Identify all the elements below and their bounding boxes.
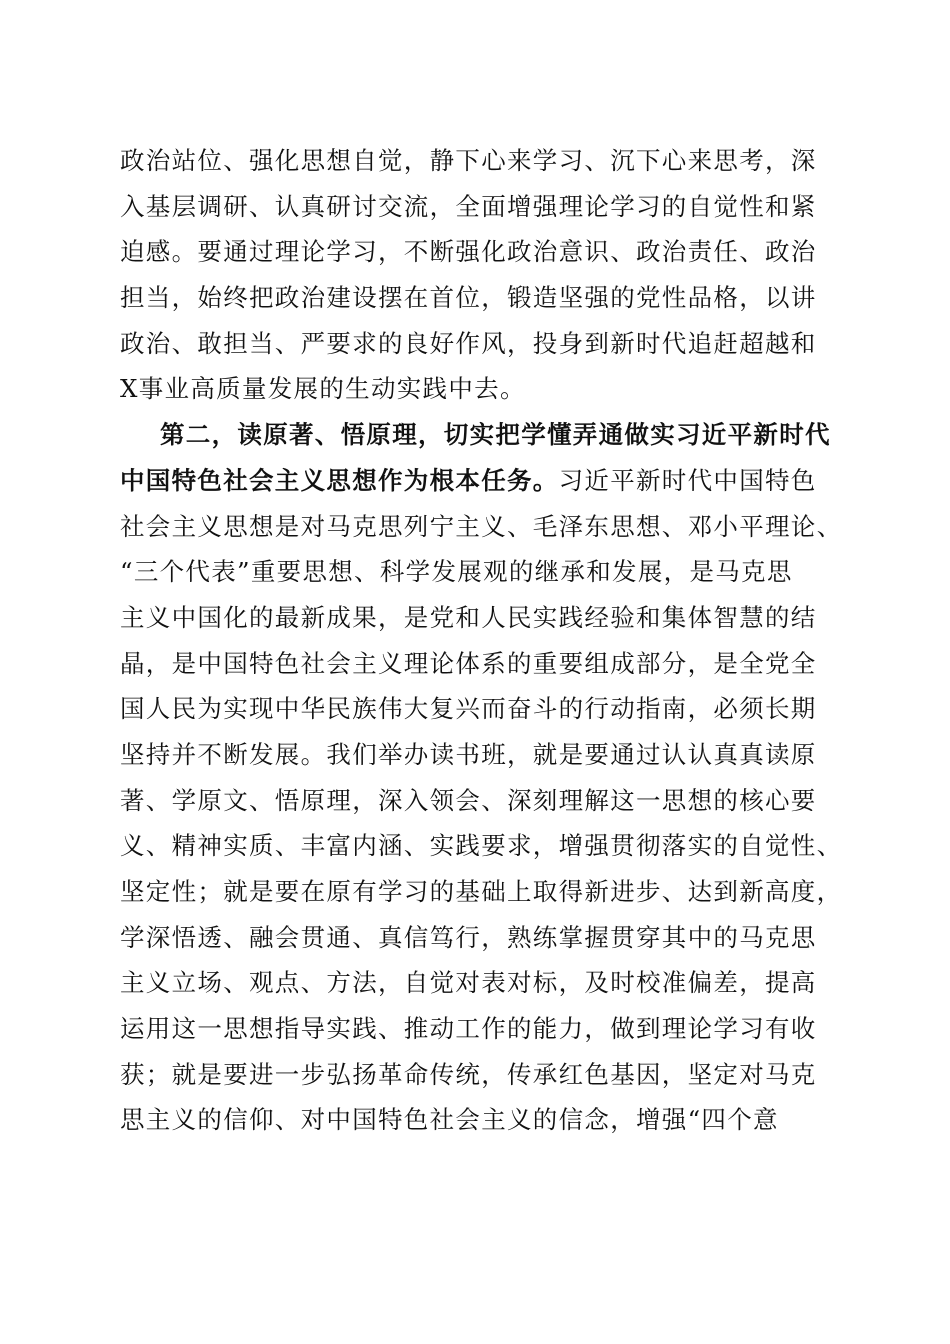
text-line: 思主义的信仰、对中国特色社会主义的信念，增强“四个意: [120, 1105, 779, 1135]
text-line: 担当，始终把政治建设摆在首位，锻造坚强的党性品格，以讲: [120, 283, 817, 313]
text-line: 运用这一思想指导实践、推动工作的能力，做到理论学习有收: [120, 1014, 817, 1044]
body-text: [120, 138, 843, 1143]
text-line: 义、精神实质、丰富内涵、实践要求，增强贯彻落实的自觉性、: [120, 831, 843, 861]
text-line: 国人民为实现中华民族伟大复兴而奋斗的行动指南，必须长期: [120, 694, 817, 724]
text-line: [120, 458, 830, 504]
text-line: X事业高质量发展的生动实践中去。: [120, 374, 526, 404]
text-line: 著、学原文、悟原理，深入领会、深刻理解这一思想的核心要: [120, 785, 817, 815]
text-line: 入基层调研、认真研讨交流，全面增强理论学习的自觉性和紧: [120, 191, 817, 221]
text-line: 政治站位、强化思想自觉，静下心来学习、沉下心来思考，深: [120, 146, 817, 175]
text-segment: 习近平新时代中国特色: [558, 465, 817, 495]
section-heading-end: 中国特色社会主义思想作为根本任务。: [120, 465, 559, 495]
text-line: 主义立场、观点、方法，自觉对表对标，及时校准偏差，提高: [120, 968, 817, 998]
section-heading-line: 第二，读原著、悟原理，切实把学懂弄通做实习近平新时代: [160, 420, 831, 450]
text-line: 晶，是中国特色社会主义理论体系的重要组成部分，是全党全: [120, 648, 817, 678]
text-line: 获；就是要进一步弘扬革命传统，传承红色基因，坚定对马克: [120, 1059, 817, 1089]
text-line: 主义中国化的最新成果，是党和人民实践经验和集体智慧的结: [120, 602, 817, 632]
text-line: 迫感。要通过理论学习，不断强化政治意识、政治责任、政治: [120, 237, 817, 267]
text-line: 坚定性；就是要在原有学习的基础上取得新进步、达到新高度，: [120, 877, 843, 906]
text-line: 政治、敢担当、严要求的良好作风，投身到新时代追赶超越和: [120, 328, 817, 358]
text-line: 社会主义思想是对马克思列宁主义、毛泽东思想、邓小平理论、: [120, 511, 843, 541]
text-line: 坚持并不断发展。我们举办读书班，就是要通过认认真真读原: [120, 739, 817, 769]
text-line: “三个代表”重要思想、科学发展观的继承和发展，是马克思: [120, 557, 793, 587]
text-line: 学深悟透、融会贯通、真信笃行，熟练掌握贯穿其中的马克思: [120, 922, 817, 952]
